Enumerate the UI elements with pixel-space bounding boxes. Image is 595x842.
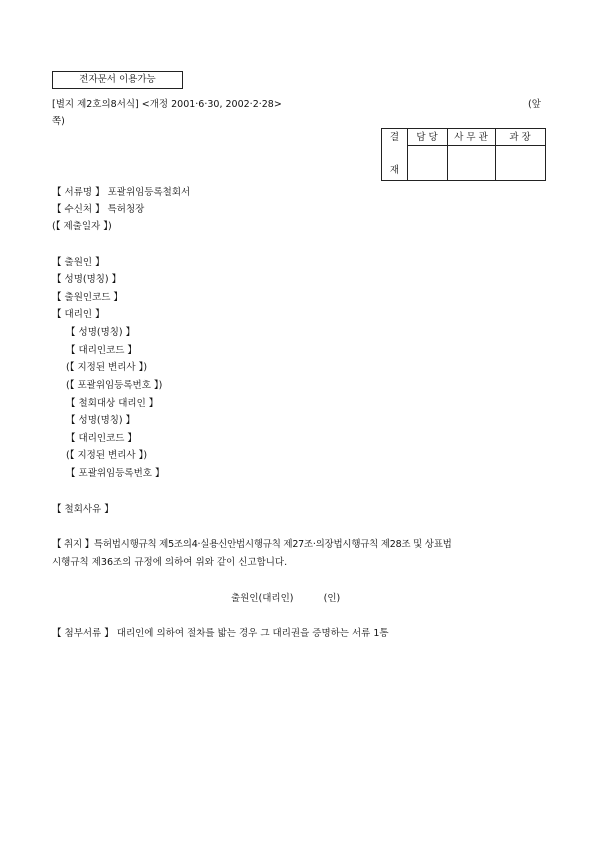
withdrawn-designated-attorney: (【 지정된 변리사 】): [66, 450, 148, 461]
withdrawal-reason: 【 철회사유 】: [52, 504, 114, 515]
applicant-name: 【 성명(명칭) 】: [52, 274, 122, 285]
attachments: 【 첨부서류 】 대리인에 의하여 절차를 밟는 경우 그 대리권을 증명하는 서류 1통: [52, 628, 389, 639]
approval-col-officer: 사 무 관: [454, 132, 488, 143]
purpose-line-2: 시행규칙 제36조의 규정에 의하여 위와 같이 신고합니다.: [52, 557, 288, 568]
submission-date: (【 제출일자 】): [52, 221, 112, 232]
form-number: [별지 제2호의8서식] <개정 2001·6·30, 2002·2·28>: [52, 99, 282, 110]
agent-name: 【 성명(명칭) 】: [66, 327, 136, 338]
approval-col-director: 과 장: [509, 132, 531, 143]
approval-label-bottom: 재: [389, 165, 400, 176]
purpose-line-1: 【 취지 】특허법시행규칙 제5조의4·실용신안법시행규칙 제27조·의장법시행규칙 제28조 및 상표법: [52, 539, 452, 550]
agent-code: 【 대리인코드 】: [66, 345, 137, 356]
recipient: 【 수신처 】 특허청장: [52, 204, 145, 215]
signature-line: 출원인(대리인) (인): [231, 593, 341, 604]
approval-col-manager: 담 당: [416, 132, 438, 143]
agent-heading: 【 대리인 】: [52, 309, 105, 320]
withdrawn-agent-code: 【 대리인코드 】: [66, 433, 137, 444]
approval-box: [381, 128, 546, 181]
document-name: 【 서류명 】 포괄위임등록철회서: [52, 187, 191, 198]
designated-attorney: (【 지정된 변리사 】): [66, 362, 148, 373]
applicant-heading: 【 출원인 】: [52, 257, 105, 268]
withdrawn-poa-number: 【 포괄위임등록번호 】: [66, 468, 165, 479]
e-document-badge: 전자문서 이용가능: [52, 71, 183, 89]
page-side-label-cont: 쪽): [52, 116, 65, 127]
withdrawn-agent-name: 【 성명(명칭) 】: [66, 415, 136, 426]
page-side-label: (앞: [528, 99, 541, 110]
poa-registration-number: (【 포괄위임등록번호 】): [66, 380, 163, 391]
approval-label-top: 결: [389, 132, 400, 143]
applicant-code: 【 출원인코드 】: [52, 292, 123, 303]
withdrawn-agent-heading: 【 철회대상 대리인 】: [66, 398, 159, 409]
